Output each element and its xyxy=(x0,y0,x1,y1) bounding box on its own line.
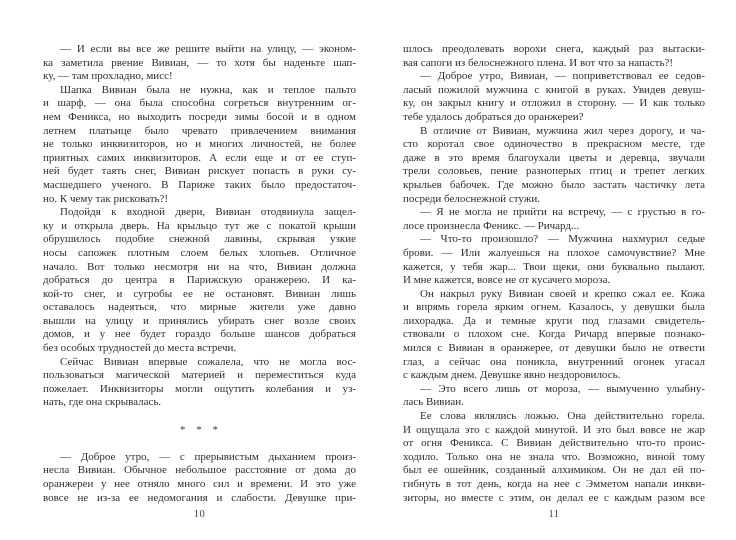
paragraph xyxy=(403,383,705,410)
page-number-left: 10 xyxy=(193,509,206,520)
text-line: без особых трудностей до места встречи. xyxy=(43,342,237,355)
text-line: с каждым днем. Девушке явно нездоровилось. xyxy=(403,369,621,382)
text-line: масшедшего ученого. В Париже таких было предостаточ- xyxy=(43,178,356,191)
text-line: И мне кажется, вовсе не от кусачего мороза. xyxy=(403,274,611,287)
text-line: домов, и у нее будет гораздо больше шансов добраться xyxy=(43,328,356,341)
text-line: несла Вивиан. Обычное небольшое расстояние от дома до xyxy=(43,464,356,477)
text-line: от огня Феникса. С Вивиан действительно что-то проис- xyxy=(403,437,705,450)
text-line: кой-то снег, и сугробы ее не остановят. Вивиан лишь xyxy=(43,287,356,300)
text-line: обрушилось подобие снежной лавины, скрывая узкие xyxy=(43,233,356,246)
paragraph xyxy=(403,288,705,383)
text-line: кажется, у тебя жар... Твои щеки, они буквально пылают. xyxy=(403,260,705,273)
text-line: Ее слова являлись ложью. Она действительно горела. xyxy=(420,410,705,423)
text-line: ку, он закрыл книгу и отложил в сторону. — И как только xyxy=(403,97,705,110)
text-line: добраться до центра в Парижскую оранжерею. И ка- xyxy=(43,274,356,287)
text-line: зиторы, но вместе с этим, он делал ее с каждым разом все xyxy=(403,491,705,504)
text-line: И ощущала это с каждой минутой. И это был вовсе не жар xyxy=(403,423,705,436)
text-line: — И если вы все же решите выйти на улицу, — эконом- xyxy=(60,43,356,55)
text-line: ствовали о плохом сне. Когда Ричард впервые познако- xyxy=(403,328,705,341)
text-line: тебе удалось добраться до оранжереи? xyxy=(403,110,584,123)
paragraph xyxy=(43,356,356,410)
text-line: трели соловьев, пение разноперых птиц и трепет легких xyxy=(403,165,705,178)
paragraph xyxy=(43,451,356,505)
text-line: крыльев бабочек. Где можно было застать частичку лета xyxy=(403,178,705,191)
text-line: был ее ошейник, созданный алхимиком. Он не дал ей по- xyxy=(403,464,705,477)
text-line: — Доброе утро, — с прерывистым дыханием произ- xyxy=(60,450,356,463)
text-line: летнем платьице было чревато привлечением внимания xyxy=(43,124,356,137)
paragraph xyxy=(43,206,356,356)
paragraph xyxy=(43,43,356,84)
section-separator: * * * xyxy=(180,423,219,436)
text-line: — Что-то произошло? — Мужчина нахмурил седые xyxy=(420,233,705,246)
text-line: лихорадка. Да и темные круги под глазами свидетель- xyxy=(403,314,705,327)
text-line: лосе произнесла Феникс. — Ричард... xyxy=(403,219,580,232)
text-line: приятных самих инквизиторов. А если еще и от ее ступ- xyxy=(43,151,356,164)
text-line: не только инквизиторов, но и многих личностей, не более xyxy=(43,138,356,151)
text-line: шлось преодолевать ворохи снега, каждый раз вытаски- xyxy=(403,43,705,55)
text-line: Шапка Вивиан была не нужна, как и теплое пальто xyxy=(60,83,356,96)
text-line: носы сапожек плотным слоем белых хлопьев. Отличное xyxy=(43,246,356,259)
text-line: Сейчас Вивиан впервые сожалела, что не могла вос- xyxy=(60,355,356,368)
text-line: вая сапоги из белоснежного плена. И вот что за напасть?! xyxy=(403,56,674,69)
text-line: брови. — Или жалуешься на плохое самочувствие? Мне xyxy=(403,246,705,259)
paragraph xyxy=(403,70,705,124)
text-line: но. К чему так рисковать?! xyxy=(43,192,169,205)
paragraph xyxy=(403,43,705,70)
text-line: пожелает. Инквизиторы могли ощутить колебания и уз- xyxy=(43,382,356,395)
page-left-text xyxy=(43,43,356,505)
text-line: нать, где она скрывалась. xyxy=(43,396,162,409)
text-line: В отличие от Вивиан, мужчина жил через дорогу, и ча- xyxy=(420,124,705,137)
text-line: ку и открыла дверь. На крыльцо тут же с покатой крыши xyxy=(43,219,356,232)
text-line: Подойдя к входной двери, Вивиан отодвинула защел- xyxy=(60,206,356,219)
paragraph xyxy=(403,206,705,233)
text-line: мился с Вивиан в оранжерее, от девушки было не отвести xyxy=(403,342,705,355)
paragraph xyxy=(43,84,356,206)
text-line: лась Вивиан. xyxy=(403,396,464,409)
text-line: ка заметила рвение Вивиан, — то хотя бы наденьте шап- xyxy=(43,56,356,69)
text-line: оранжереи у нее отняло много сил и времени. И это уже xyxy=(43,478,356,491)
text-line: посреди белоснежной стужи. xyxy=(403,192,541,205)
text-line: Он накрыл руку Вивиан своей и крепко сжал ее. Кожа xyxy=(420,287,705,300)
text-line: пользоваться магической материей и переместиться куда xyxy=(43,369,356,382)
paragraph xyxy=(403,233,705,287)
text-line: вовсе не из-за ее недомогания и слабости. Девушке при- xyxy=(43,491,356,504)
page-right-text xyxy=(403,43,705,505)
text-line: и впрямь горела ярким огнем. Казалось, у девушки была xyxy=(403,301,705,314)
text-line: оставалось надеяться, что мирные жители уже давно xyxy=(43,301,356,314)
text-line: даже в это время благоухали цветы и деревца, звучали xyxy=(403,151,705,164)
text-line: нем Феникса, но выходить посреди зимы босой и в одном xyxy=(43,110,356,123)
text-line: начало. Вот только несмотря ни на что, Вивиан должна xyxy=(43,260,356,273)
text-line: вышли на улицу и принялись убирать снег возле своих xyxy=(43,314,356,327)
text-line: глаз, а сейчас она поникла, внутренний огонек угасал xyxy=(403,355,705,368)
text-line: — Доброе утро, Вивиан, — поприветствовал ее седов- xyxy=(420,70,705,83)
text-line: и шарф, — она была способна согреться внутренним ог- xyxy=(43,97,356,110)
page-number-right: 11 xyxy=(548,509,560,520)
text-line: ласый пожилой мужчина с книгой в руках. Увидев девуш- xyxy=(403,83,705,96)
text-line: ку, — там прохладно, мисс! xyxy=(43,70,173,83)
text-line: гибнуть в тот день, когда на нее с Эмметом напали инкви- xyxy=(403,478,705,490)
text-line: — Я не могла не прийти на встречу, — с грустью в го- xyxy=(420,206,705,219)
paragraph xyxy=(403,410,705,505)
text-line: ней будет таять снег, Вивиан рискует попасть в руки су- xyxy=(43,165,356,178)
text-line: сто коротал свое одиночество в прекрасном месте, где xyxy=(403,138,705,151)
paragraph xyxy=(403,125,705,207)
text-line: ходило. Только она не знала что. Возможно, виной тому xyxy=(403,450,705,463)
text-line: — Это всего лишь от мороза, — вымученно улыбну- xyxy=(420,382,705,395)
